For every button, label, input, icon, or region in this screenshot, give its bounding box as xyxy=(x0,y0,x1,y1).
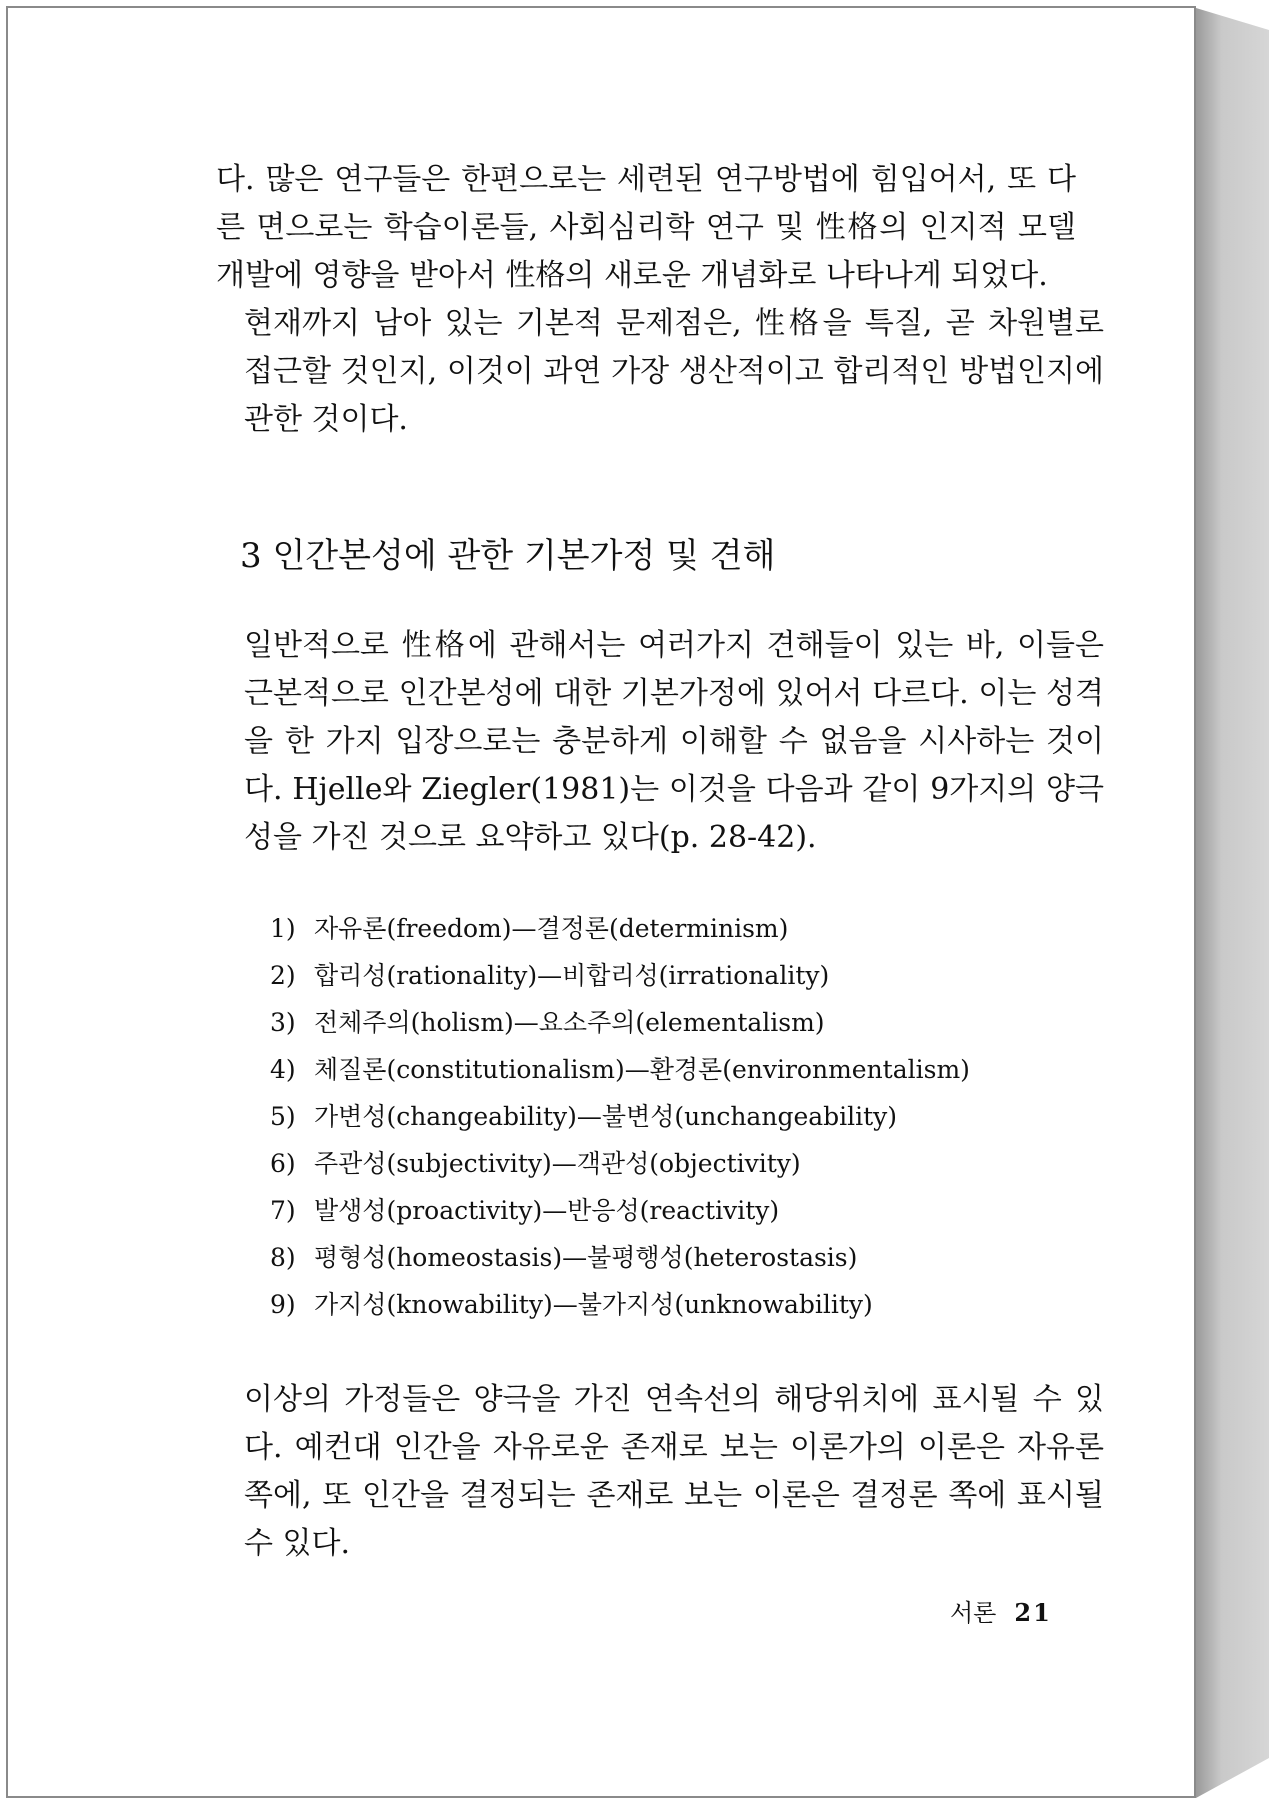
list-item: 4) 체질론(constitutionalism)—환경론(environmentalism) xyxy=(270,1055,970,1084)
polarity-list xyxy=(270,905,970,1328)
page-footer xyxy=(950,1593,1052,1628)
list-item: 6) 주관성(subjectivity)—객관성(objectivity) xyxy=(270,1149,801,1178)
list-item: 7) 발생성(proactivity)—반응성(reactivity) xyxy=(270,1196,780,1225)
footer-section: 서론 xyxy=(950,1599,997,1627)
list-item: 8) 평형성(homeostasis)—불평행성(heterostasis) xyxy=(270,1243,858,1272)
page-number: 21 xyxy=(1014,1598,1052,1627)
list-item: 5) 가변성(changeability)—불변성(unchangeability) xyxy=(270,1102,898,1131)
paragraph-3: 일반적으로 性格에 관해서는 여러가지 견해들이 있는 바, 이들은 근본적으로 인간본성에 대한 기본가정에 있어서 다르다. 이는 성격을 한 가지 입장으로는 충분하게 이해할 수 없음을 시사하는 것이다. Hjelle와 Ziegler(1981)는 이것을 다음과 같이 9가지의 양극성을 가진 것으로 요약하고 있다(p. 28-42). xyxy=(244,628,1104,855)
section-heading: 3 인간본성에 관한 기본가정 및 견해 xyxy=(240,536,776,576)
list-item: 2) 합리성(rationality)—비합리성(irrationality) xyxy=(270,961,830,990)
page-edge-shadow xyxy=(1196,8,1269,1798)
list-item: 1) 자유론(freedom)—결정론(determinism) xyxy=(270,914,789,943)
paragraph-4: 이상의 가정들은 양극을 가진 연속선의 해당위치에 표시될 수 있다. 예컨대 인간을 자유로운 존재로 보는 이론가의 이론은 자유론 쪽에, 또 인간을 결정되는 존재로 보는 이론은 결정론 쪽에 표시될 수 있다. xyxy=(244,1382,1104,1561)
paragraph-2: 현재까지 남아 있는 기본적 문제점은, 性格을 특질, 곧 차원별로 접근할 것인지, 이것이 과연 가장 생산적이고 합리적인 방법인지에 관한 것이다. xyxy=(244,306,1104,437)
list-item: 3) 전체주의(holism)—요소주의(elementalism) xyxy=(270,1008,825,1037)
list-item: 9) 가지성(knowability)—불가지성(unknowability) xyxy=(270,1290,873,1319)
paragraph-1: 다. 많은 연구들은 한편으로는 세련된 연구방법에 힘입어서, 또 다른 면으로는 학습이론들, 사회심리학 연구 및 性格의 인지적 모델 개발에 영향을 받아서 性格의 새로운 개념화로 나타나게 되었다. xyxy=(216,162,1076,293)
